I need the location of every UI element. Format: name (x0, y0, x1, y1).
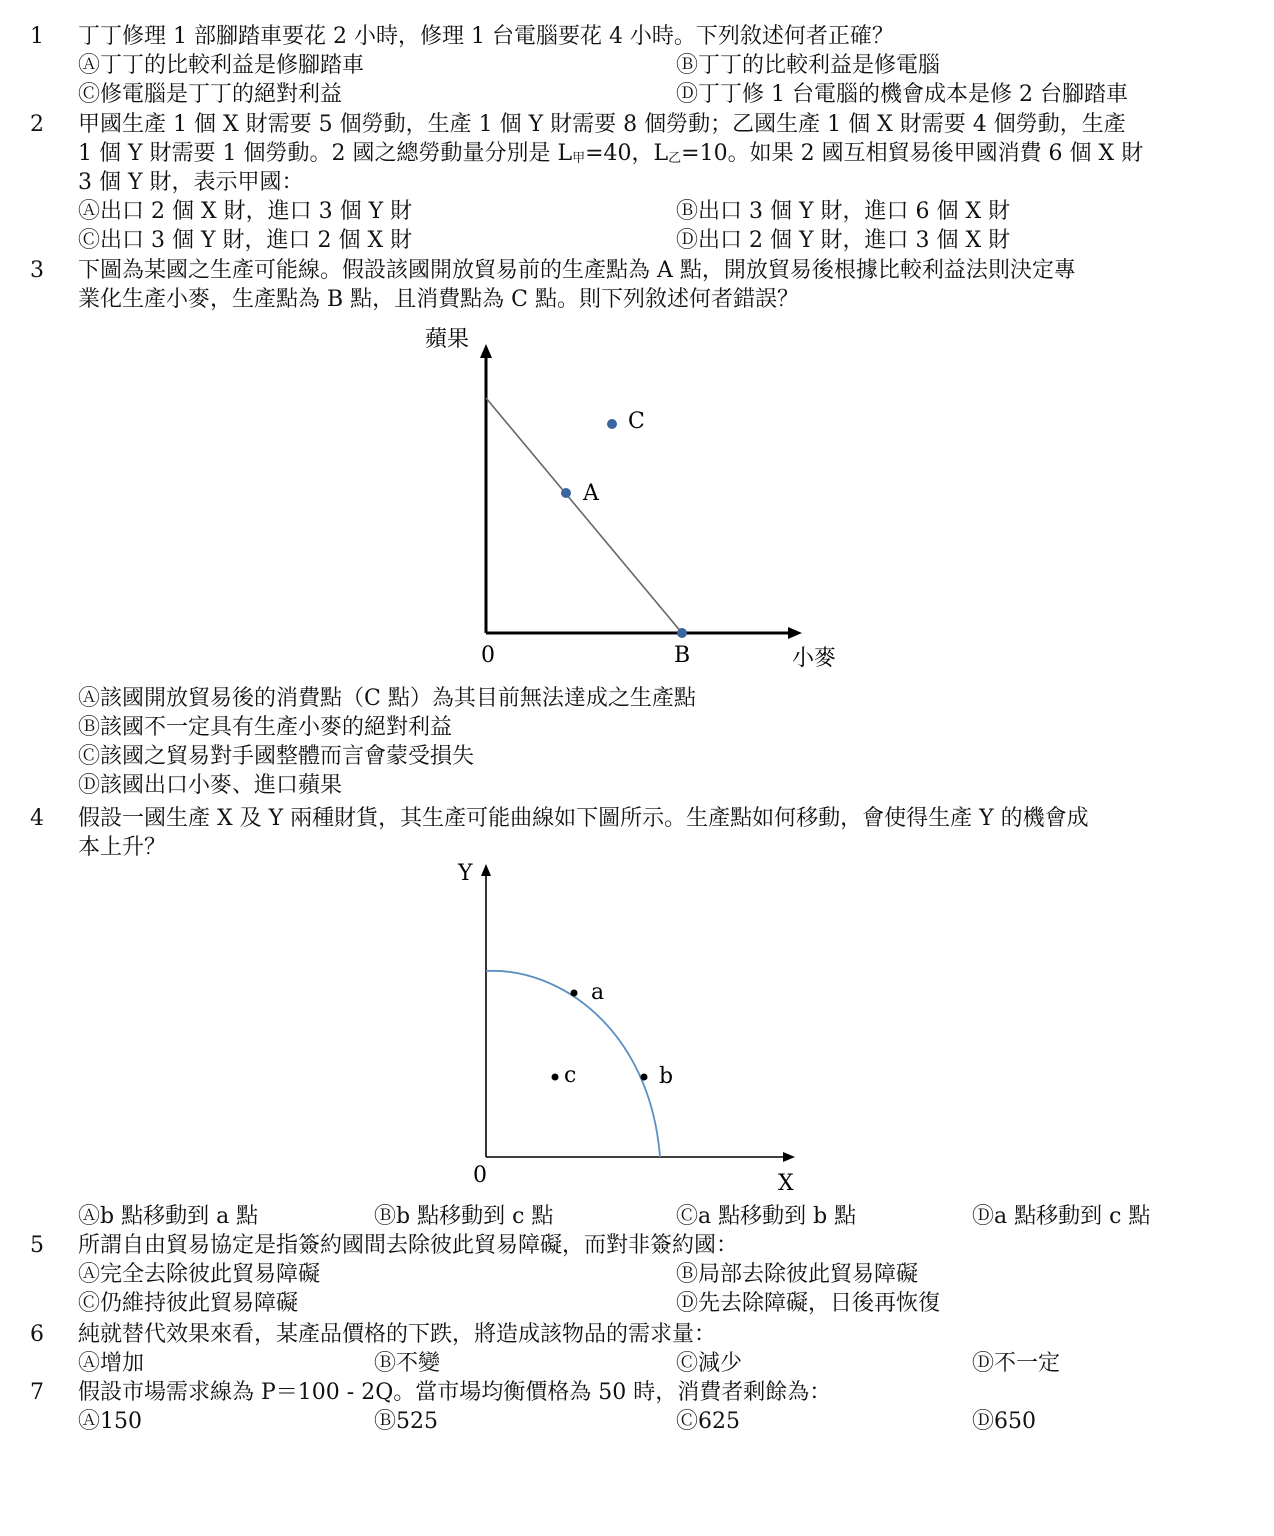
y-axis-label: Y (458, 861, 473, 886)
question-text: 所謂自由貿易協定是指簽約國間去除彼此貿易障礙，而對非簽約國： (78, 1233, 739, 1258)
x-axis-arrow (788, 627, 802, 639)
question-text-line-1: 假設一國生產 X 及 Y 兩種財貨，其生產可能曲線如下圖所示。生產點如何移動，會使得生產 Y 的機會成 (78, 806, 1089, 831)
point-b-dot (677, 628, 687, 638)
option-d[interactable]: Ⓓ先去除障礙，日後再恢復 (676, 1291, 941, 1316)
option-b[interactable]: Ⓑ525 (374, 1409, 438, 1434)
option-d[interactable]: Ⓓ該國出口小麥、進口蘋果 (78, 773, 343, 798)
question-text: 純就替代效果來看，某產品價格的下跌，將造成該物品的需求量： (78, 1322, 717, 1347)
option-d[interactable]: Ⓓ丁丁修 1 台電腦的機會成本是修 2 台腳踏車 (676, 82, 1128, 107)
point-a-label: A (583, 481, 599, 506)
point-a-dot (571, 990, 578, 997)
option-d[interactable]: Ⓓ不一定 (972, 1351, 1061, 1376)
question-number: 1 (30, 24, 44, 49)
question-number: 5 (30, 1233, 44, 1258)
y-axis-arrow (481, 864, 491, 876)
point-b-label: B (674, 643, 691, 668)
option-a[interactable]: Ⓐb 點移動到 a 點 (78, 1204, 259, 1229)
subscript-yi: 乙 (668, 151, 682, 166)
origin-label: 0 (473, 1163, 487, 1188)
question-text: 假設市場需求線為 P＝100 - 2Q。當市場均衡價格為 50 時，消費者剩餘為： (78, 1380, 832, 1405)
option-a[interactable]: Ⓐ增加 (78, 1351, 145, 1376)
option-d[interactable]: Ⓓa 點移動到 c 點 (972, 1204, 1151, 1229)
option-c[interactable]: Ⓒ減少 (676, 1351, 743, 1376)
option-c[interactable]: Ⓒ出口 3 個 Y 財，進口 2 個 X 財 (78, 228, 413, 253)
question-text-line-3: 3 個 Y 財，表示甲國： (78, 170, 304, 195)
question-text-line-1: 甲國生產 1 個 X 財需要 5 個勞動，生產 1 個 Y 財需要 8 個勞動；乙國生產 1 個 X 財需要 4 個勞動，生產 (78, 112, 1126, 137)
text-part: =10。如果 2 國互相貿易後甲國消費 6 個 X 財 (681, 141, 1144, 166)
point-a-dot (561, 488, 571, 498)
option-c[interactable]: Ⓒa 點移動到 b 點 (676, 1204, 857, 1229)
option-d[interactable]: Ⓓ650 (972, 1409, 1036, 1434)
figure-1-axes (480, 344, 802, 639)
x-axis-arrow (783, 1152, 795, 1162)
option-b[interactable]: Ⓑ該國不一定具有生產小麥的絕對利益 (78, 715, 453, 740)
question-text-line-2: 本上升？ (78, 835, 167, 860)
option-a[interactable]: Ⓐ完全去除彼此貿易障礙 (78, 1262, 321, 1287)
text-part: 1 個 Y 財需要 1 個勞動。2 國之總勞動量分別是 L (78, 141, 573, 166)
question-text-line-1: 下圖為某國之生產可能線。假設該國開放貿易前的生產點為 A 點，開放貿易後根據比較利益法則決定專 (78, 258, 1076, 283)
point-a-label: a (591, 980, 605, 1005)
question-number: 7 (30, 1380, 44, 1405)
text-part: =40，L (585, 141, 669, 166)
production-possibility-line (486, 398, 682, 633)
option-c[interactable]: Ⓒ仍維持彼此貿易障礙 (78, 1291, 299, 1316)
question-number: 4 (30, 806, 44, 831)
point-b-label: b (659, 1064, 674, 1089)
option-b[interactable]: Ⓑ局部去除彼此貿易障礙 (676, 1262, 919, 1287)
option-b[interactable]: Ⓑ出口 3 個 Y 財，進口 6 個 X 財 (676, 199, 1011, 224)
option-b[interactable]: Ⓑ不變 (374, 1351, 441, 1376)
option-a[interactable]: Ⓐ150 (78, 1409, 142, 1434)
option-b[interactable]: Ⓑb 點移動到 c 點 (374, 1204, 554, 1229)
ppf-figure-2 (457, 861, 795, 1196)
point-c-dot (552, 1074, 559, 1081)
point-b-dot (641, 1074, 648, 1081)
y-axis-arrow (480, 344, 492, 358)
point-c-dot (607, 419, 617, 429)
question-number: 3 (30, 258, 44, 283)
point-c-label: c (564, 1063, 577, 1088)
origin-label: 0 (481, 643, 495, 668)
question-text: 丁丁修理 1 部腳踏車要花 2 小時，修理 1 台電腦要花 4 小時。下列敘述何者正確？ (78, 24, 894, 49)
question-text-line-2: 業化生產小麥，生產點為 B 點，且消費點為 C 點。則下列敘述何者錯誤？ (78, 287, 799, 312)
option-c[interactable]: Ⓒ修電腦是丁丁的絕對利益 (78, 82, 343, 107)
option-c[interactable]: Ⓒ625 (676, 1409, 740, 1434)
option-a[interactable]: Ⓐ出口 2 個 X 財，進口 3 個 Y 財 (78, 199, 413, 224)
question-number: 6 (30, 1322, 44, 1347)
option-a[interactable]: Ⓐ丁丁的比較利益是修腳踏車 (78, 53, 365, 78)
y-axis-label: 蘋果 (425, 327, 470, 352)
subscript-jia: 甲 (572, 151, 586, 166)
option-a[interactable]: Ⓐ該國開放貿易後的消費點（C 點）為其目前無法達成之生產點 (78, 686, 696, 711)
option-c[interactable]: Ⓒ該國之貿易對手國整體而言會蒙受損失 (78, 744, 475, 769)
point-c-label: C (628, 409, 645, 434)
question-number: 2 (30, 112, 44, 137)
option-d[interactable]: Ⓓ出口 2 個 Y 財，進口 3 個 X 財 (676, 228, 1011, 253)
option-b[interactable]: Ⓑ丁丁的比較利益是修電腦 (676, 53, 941, 78)
x-axis-label: 小麥 (792, 646, 837, 671)
x-axis-label: X (778, 1171, 794, 1196)
